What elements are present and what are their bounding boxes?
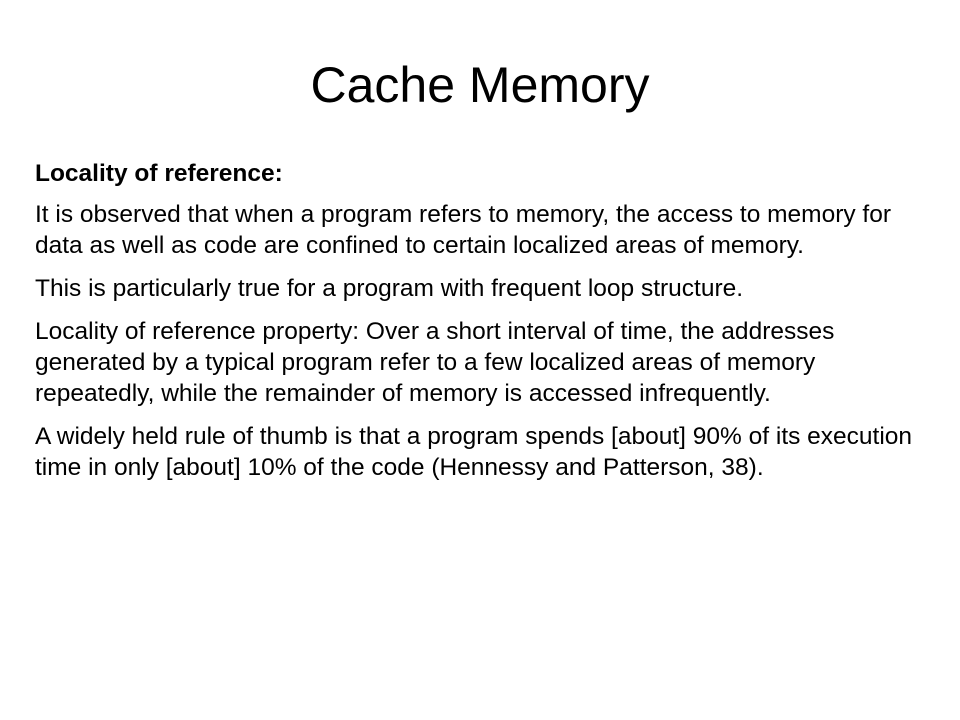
body-heading: Locality of reference: [35,160,283,187]
body-paragraph-2: This is particularly true for a program with frequent loop structure. [35,275,744,302]
body-paragraph-4: A widely held rule of thumb is that a program spends [about] 90% of its execution time in only [about] 10% of the code (Hennessy and Patterson, 38). [35,423,913,481]
body-paragraph-1: It is observed that when a program refers to memory, the access to memory for data as well as code are confined to certain localized areas of memory. [35,201,892,259]
body-paragraph-3: Locality of reference property: Over a short interval of time, the addresses generated by a typical program refer to a few localized areas of memory repeatedly, while the remainder of memory is accessed infrequently. [35,318,835,407]
slide-body [35,158,925,495]
slide-title: Cache Memory [310,57,650,113]
